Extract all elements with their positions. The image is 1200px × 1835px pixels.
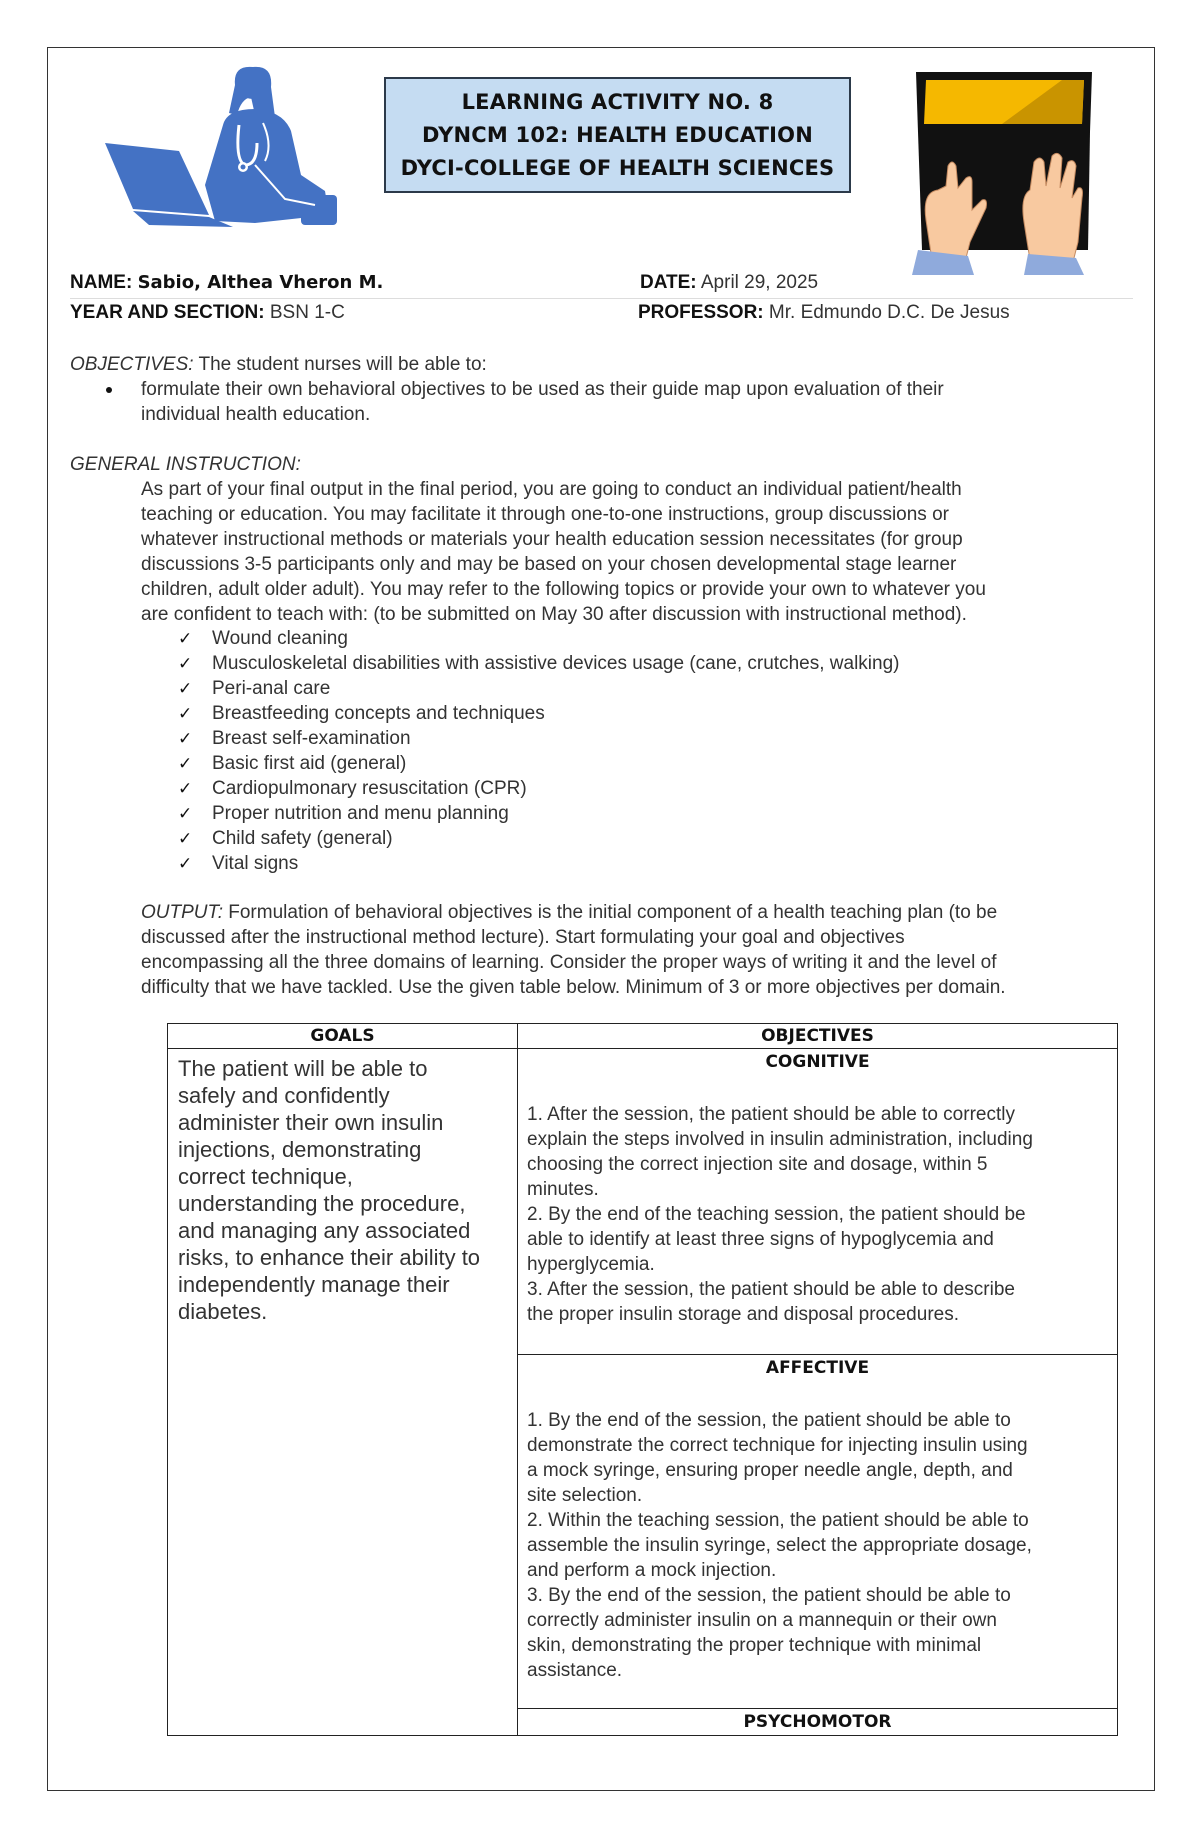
psychomotor-cell [518,1708,1118,1735]
objective-line: a mock syringe, ensuring proper needle angle, depth, and [527,1459,1013,1481]
topic-label: Breastfeeding concepts and techniques [212,703,545,724]
checkmark-icon: ✓ [178,779,193,799]
goals-header: GOALS [168,1024,518,1049]
professor-value: Mr. Edmundo D.C. De Jesus [768,302,1010,323]
cognitive-header: COGNITIVE [765,1052,870,1073]
date-label: DATE: [640,272,697,293]
topic-item [178,626,899,651]
instruction-line-2: teaching or education. You may facilitate it through one-to-one instructions, group discussions or [141,504,949,525]
topic-item [178,776,899,801]
goal-cell [168,1049,518,1736]
name-row [70,272,383,294]
goal-line: safely and confidently [178,1083,390,1109]
bullet-icon [106,387,112,393]
objectives-heading [70,352,487,377]
course-title: DYNCM 102: HEALTH EDUCATION [422,122,813,147]
topic-item [178,676,899,701]
objective-line: explain the steps involved in insulin administration, including [527,1129,1033,1151]
cognitive-objectives [518,1102,1117,1327]
checkmark-icon: ✓ [178,654,193,674]
topic-label: Basic first aid (general) [212,753,407,774]
topic-label: Child safety (general) [212,828,393,849]
output-text: Formulation of behavioral objectives is the initial component of a health teaching plan (to be [222,902,998,923]
goal-text [168,1049,517,1325]
topic-label: Cardiopulmonary resuscitation (CPR) [212,778,527,799]
instruction-line-4: discussions 3-5 participants only and may be based on your chosen developmental stage learner [141,554,957,575]
topic-item [178,801,899,826]
goal-line: diabetes. [178,1299,268,1325]
topic-label: Vital signs [212,853,299,874]
objectives-intro: The student nurses will be able to: [193,354,487,375]
date-row [640,272,818,294]
objective-bullet-line-2: individual health education. [141,404,371,425]
topic-item [178,826,899,851]
instruction-line-6: are confident to teach with: (to be submitted on May 30 after discussion with instructional method). [141,604,967,625]
college-title: DYCI-COLLEGE OF HEALTH SCIENCES [400,155,835,180]
objective-line: correctly administer insulin on a mannequin or their own [527,1609,997,1631]
output-line-2: discussed after the instructional method lecture). Start formulating your goal and objectives [141,927,905,948]
output-line-1 [141,900,997,925]
topic-label: Musculoskeletal disabilities with assistive devices usage (cane, crutches, walking) [212,653,900,674]
affective-objectives [518,1408,1117,1683]
goals-objectives-table [167,1023,1118,1736]
objective-line: choosing the correct injection site and dosage, within 5 [527,1154,988,1176]
name-value: Sabio, Althea Vheron M. [137,272,384,293]
goal-line: independently manage their [178,1272,450,1298]
checkmark-icon: ✓ [178,754,193,774]
activity-title: LEARNING ACTIVITY NO. 8 [461,89,774,114]
goal-line: understanding the procedure, [178,1191,466,1217]
date-value: April 29, 2025 [700,272,819,293]
topic-label: Peri-anal care [212,678,331,699]
objectives-label: OBJECTIVES: [70,354,194,375]
objective-line: able to identify at least three signs of hypoglycemia and [527,1229,994,1251]
topic-item [178,851,899,876]
goal-line: correct technique, [178,1164,353,1190]
name-label: NAME: [70,272,133,293]
affective-header: AFFECTIVE [765,1357,870,1378]
output-label: OUTPUT: [141,902,223,923]
info-divider [70,298,1133,299]
objective-line: site selection. [527,1484,643,1506]
topic-label: Wound cleaning [212,628,348,649]
topic-label: Proper nutrition and menu planning [212,803,509,824]
objective-line: the proper insulin storage and disposal procedures. [527,1304,959,1326]
checkmark-icon: ✓ [178,729,193,749]
objective-bullet-line-1: formulate their own behavioral objectives to be used as their guide map upon evaluation of their [141,379,944,400]
general-instruction-label: GENERAL INSTRUCTION: [70,454,301,475]
hands-typing-laptop-icon [912,70,1097,275]
goal-line: risks, to enhance their ability to [178,1245,481,1271]
objective-line: skin, demonstrating the proper technique with minimal [527,1634,982,1656]
goal-line: The patient will be able to [178,1056,428,1082]
nurse-at-laptop-icon [105,65,345,233]
psychomotor-header: PSYCHOMOTOR [743,1711,892,1732]
topic-item [178,701,899,726]
objectives-header: OBJECTIVES [518,1024,1118,1049]
professor-row [638,302,1010,324]
section-row [70,302,345,324]
instruction-line-5: children, adult older adult). You may refer to the following topics or provide your own to whatever you [141,579,986,600]
objective-line: 3. By the end of the session, the patient should be able to [527,1584,1011,1606]
checkmark-icon: ✓ [178,804,193,824]
title-box [384,77,851,193]
topic-checklist [178,626,899,876]
output-line-3: encompassing all the three domains of learning. Consider the proper ways of writing it and the level of [141,952,997,973]
goal-line: injections, demonstrating [178,1137,422,1163]
objective-line: demonstrate the correct technique for injecting insulin using [527,1434,1028,1456]
goal-line: administer their own insulin [178,1110,444,1136]
objective-line: assemble the insulin syringe, select the appropriate dosage, [527,1534,1032,1556]
checkmark-icon: ✓ [178,629,193,649]
checkmark-icon: ✓ [178,704,193,724]
objective-line: 2. By the end of the teaching session, the patient should be [527,1204,1026,1226]
objective-line: 2. Within the teaching session, the patient should be able to [527,1509,1029,1531]
objective-line: assistance. [527,1659,623,1681]
professor-label: PROFESSOR: [638,302,764,323]
section-label: YEAR AND SECTION: [70,302,265,323]
instruction-line-3: whatever instructional methods or materials your health education session necessitates (for group [141,529,963,550]
goal-line: and managing any associated [178,1218,471,1244]
topic-item [178,751,899,776]
objective-line: hyperglycemia. [527,1254,655,1276]
checkmark-icon: ✓ [178,854,193,874]
cognitive-cell [518,1049,1118,1355]
topic-label: Breast self-examination [212,728,411,749]
instruction-line-1: As part of your final output in the final period, you are going to conduct an individual patient/health [141,479,962,500]
objective-line: 3. After the session, the patient should be able to describe [527,1279,1015,1301]
affective-cell [518,1354,1118,1708]
checkmark-icon: ✓ [178,679,193,699]
objective-line: and perform a mock injection. [527,1559,777,1581]
objective-line: minutes. [527,1179,599,1201]
checkmark-icon: ✓ [178,829,193,849]
topic-item [178,726,899,751]
objective-line: 1. By the end of the session, the patient should be able to [527,1409,1011,1431]
topic-item [178,651,899,676]
objective-line: 1. After the session, the patient should be able to correctly [527,1104,1015,1126]
section-value: BSN 1-C [269,302,345,323]
output-line-4: difficulty that we have tackled. Use the given table below. Minimum of 3 or more objectives per domain. [141,977,1006,998]
